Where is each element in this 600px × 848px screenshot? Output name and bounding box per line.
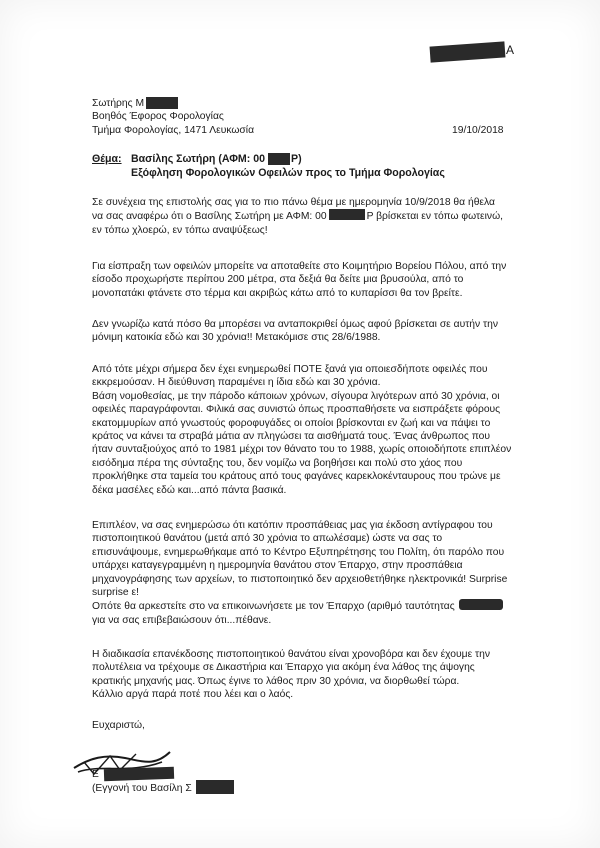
signer-relation: (Εγγονή του Βασίλη Σ bbox=[92, 783, 192, 794]
paragraph-6 bbox=[92, 648, 562, 702]
paragraph-line: μονοπατάκι φτάνετε στο τέρμα και ακριβώς κάτω από το κυπαρίσσι θα τον βρείτε. bbox=[92, 287, 463, 299]
letter-date: 19/10/2018 bbox=[452, 125, 504, 136]
paragraph-line: υπάρχει καταγεγραμμένη η ημερομηνία θανάτου στον Έπαρχο, στην προσπάθεια bbox=[92, 560, 463, 572]
paragraph-5 bbox=[92, 519, 562, 627]
subject-line-2: Εξόφληση Φορολογικών Οφειλών προς το Τμήμα Φορολογίας bbox=[131, 167, 445, 179]
paragraph-line: εν τόπω χλοερώ, εν τόπω αναψύξεως! bbox=[92, 224, 268, 236]
corner-letter: Α bbox=[506, 43, 515, 57]
subject-line-1-tail: Ρ) bbox=[291, 153, 302, 165]
paragraph-3 bbox=[92, 318, 562, 345]
paragraph-line: να σας αναφέρω ότι ο Βασίλης Σωτήρη με ΑΦΜ: 00 Ρ βρίσκεται εν τόπω φωτεινώ, bbox=[92, 211, 503, 223]
paragraph-line: Η διαδικασία επανέκδοσης πιστοποιητικού θανάτου είναι χρονοβόρα και δεν έχουμε την bbox=[92, 649, 490, 660]
sender-department: Τμήμα Φορολογίας, 1471 Λευκωσία bbox=[92, 125, 255, 136]
paragraph-line: προκλήθηκε στα ταμεία του κράτους από τους φαγάνες καρεκλοκένταυρους που τρώνε με bbox=[92, 471, 501, 483]
paragraph-line: μηχανογράφησης των αρχείων, το πιστοποιητικό δεν αρχειοθετήθηκε ηλεκτρονικά! Surprise bbox=[92, 573, 508, 585]
sender-name: Σωτήρης Μ bbox=[92, 98, 145, 109]
paragraph-line: Βάση νομοθεσίας, με την πάροδο κάποιων χρόνων, σίγουρα λιγότερων από 30 χρόνια, οι bbox=[92, 390, 500, 402]
paragraph-line: Σε συνέχεια της επιστολής σας για το πιο πάνω θέμα με ημερομηνία 10/9/2018 θα ήθελα bbox=[92, 197, 495, 208]
redacted-tax-id bbox=[268, 153, 290, 165]
paragraph-line: Από τότε μέχρι σήμερα δεν έχει ενημερωθεί ΠΟΤΕ ξανά για οποιεσδήποτε οφειλές που bbox=[92, 364, 488, 375]
paragraph-line: Επιπλέον, να σας ενημερώσω ότι κατόπιν προσπάθειας μας για έκδοση αντίγραφου του bbox=[92, 520, 493, 531]
redacted-signer-surname bbox=[196, 780, 234, 794]
paragraph-line: είσοδο προχωρήστε περίπου 200 μέτρα, στα δεξιά θα δείτε μια βρυσούλα, από το bbox=[92, 274, 464, 286]
paragraph-line: εισόδημα πέρα της σύνταξης του, δεν νομίζω να βοηθήσει και πολύ στο χάος που bbox=[92, 457, 463, 469]
paragraph-4 bbox=[92, 363, 562, 497]
paragraph-1 bbox=[92, 196, 562, 237]
paragraph-line: surprise ε! bbox=[92, 587, 139, 599]
paragraph-line: για να σας επιβεβαιώσουν ότι...πέθανε. bbox=[92, 614, 272, 626]
paragraph-line: εκκρεμούσαν. Η διεύθυνση παραμένει η ίδια εδώ και 30 χρόνια. bbox=[92, 377, 381, 389]
paragraph-line: Για είσπραξη των οφειλών μπορείτε να αποταθείτε στο Κοιμητήριο Βορείου Πόλου, από την bbox=[92, 261, 507, 272]
paragraph-line: δέκα μασέλες εδώ και...από πάντα βασικά. bbox=[92, 484, 287, 496]
redacted-signer-name bbox=[104, 767, 174, 781]
paragraph-line: επισυνάψουμε, ενημερωθήκαμε από το Κέντρο Εξυπηρέτησης του Πολίτη, ότι παρόλο που bbox=[92, 546, 505, 558]
paragraph-line: κρατικής μηχανής μας. Όπως έγινε το λάθος πριν 30 χρόνια, να διορθωθεί τώρα. bbox=[92, 675, 460, 687]
paragraph-line: κράτος να κάνει τα στραβά μάτια αν πληγώσει τα αισθήματά τους. Ένας άνθρωπος που bbox=[92, 431, 491, 443]
paragraph-line: οφειλές παραγράφονται. Φιλικά σας συνιστώ όπως προσπαθήσετε να εισπράξετε φόρους bbox=[92, 404, 501, 416]
redacted-tax-id-2 bbox=[329, 209, 365, 220]
paragraph-line: Οπότε θα αρκεστείτε στο να επικοινωνήσετε με τον Έπαρχο (αριθμό ταυτότητας bbox=[92, 599, 562, 613]
redacted-surname bbox=[146, 97, 178, 109]
sender-title: Βοηθός Έφορος Φορολογίας bbox=[92, 111, 224, 122]
paragraph-line: μόνιμη κατοικία εδώ και 30 χρόνια!! Μετακόμισε στις 28/6/1988. bbox=[92, 332, 381, 344]
paragraph-line: πιστοποιητικού θανάτου (μετά από 30 χρόνια το απωλέσαμε) ώστε να σας το bbox=[92, 533, 443, 545]
paragraph-line: εκατομμυρίων από γνωστούς φοροφυγάδες οι οποίοι βρίσκονται εν ζωή και να πάψει το bbox=[92, 417, 491, 429]
paragraph-line: ήταν συνταξιούχος από το 1981 μέχρι τον θάνατο του το 1988, χωρίς οποιοδήποτε επιπλέον bbox=[92, 444, 512, 456]
paragraph-line: πολυτέλεια να τρέχουμε σε Δικαστήρια και Έπαρχο για ακόμη ένα λάθος της άψογης bbox=[92, 662, 475, 674]
closing-thanks: Ευχαριστώ, bbox=[92, 720, 145, 731]
redacted-letterhead bbox=[430, 41, 506, 62]
paragraph-line: Δεν γνωρίζω κατά πόσο θα μπορέσει να ανταποκριθεί όμως αφού βρίσκεται σε αυτήν την bbox=[92, 319, 498, 330]
paragraph-2 bbox=[92, 260, 562, 300]
signature-initial: Ε bbox=[92, 769, 99, 780]
subject-label: Θέμα: bbox=[92, 153, 122, 165]
subject-line-1: Βασίλης Σωτήρη (ΑΦΜ: 00 bbox=[131, 153, 266, 165]
paragraph-line: Κάλλιο αργά παρά ποτέ που λέει και ο λαός. bbox=[92, 689, 294, 701]
redacted-id-number bbox=[459, 599, 503, 610]
